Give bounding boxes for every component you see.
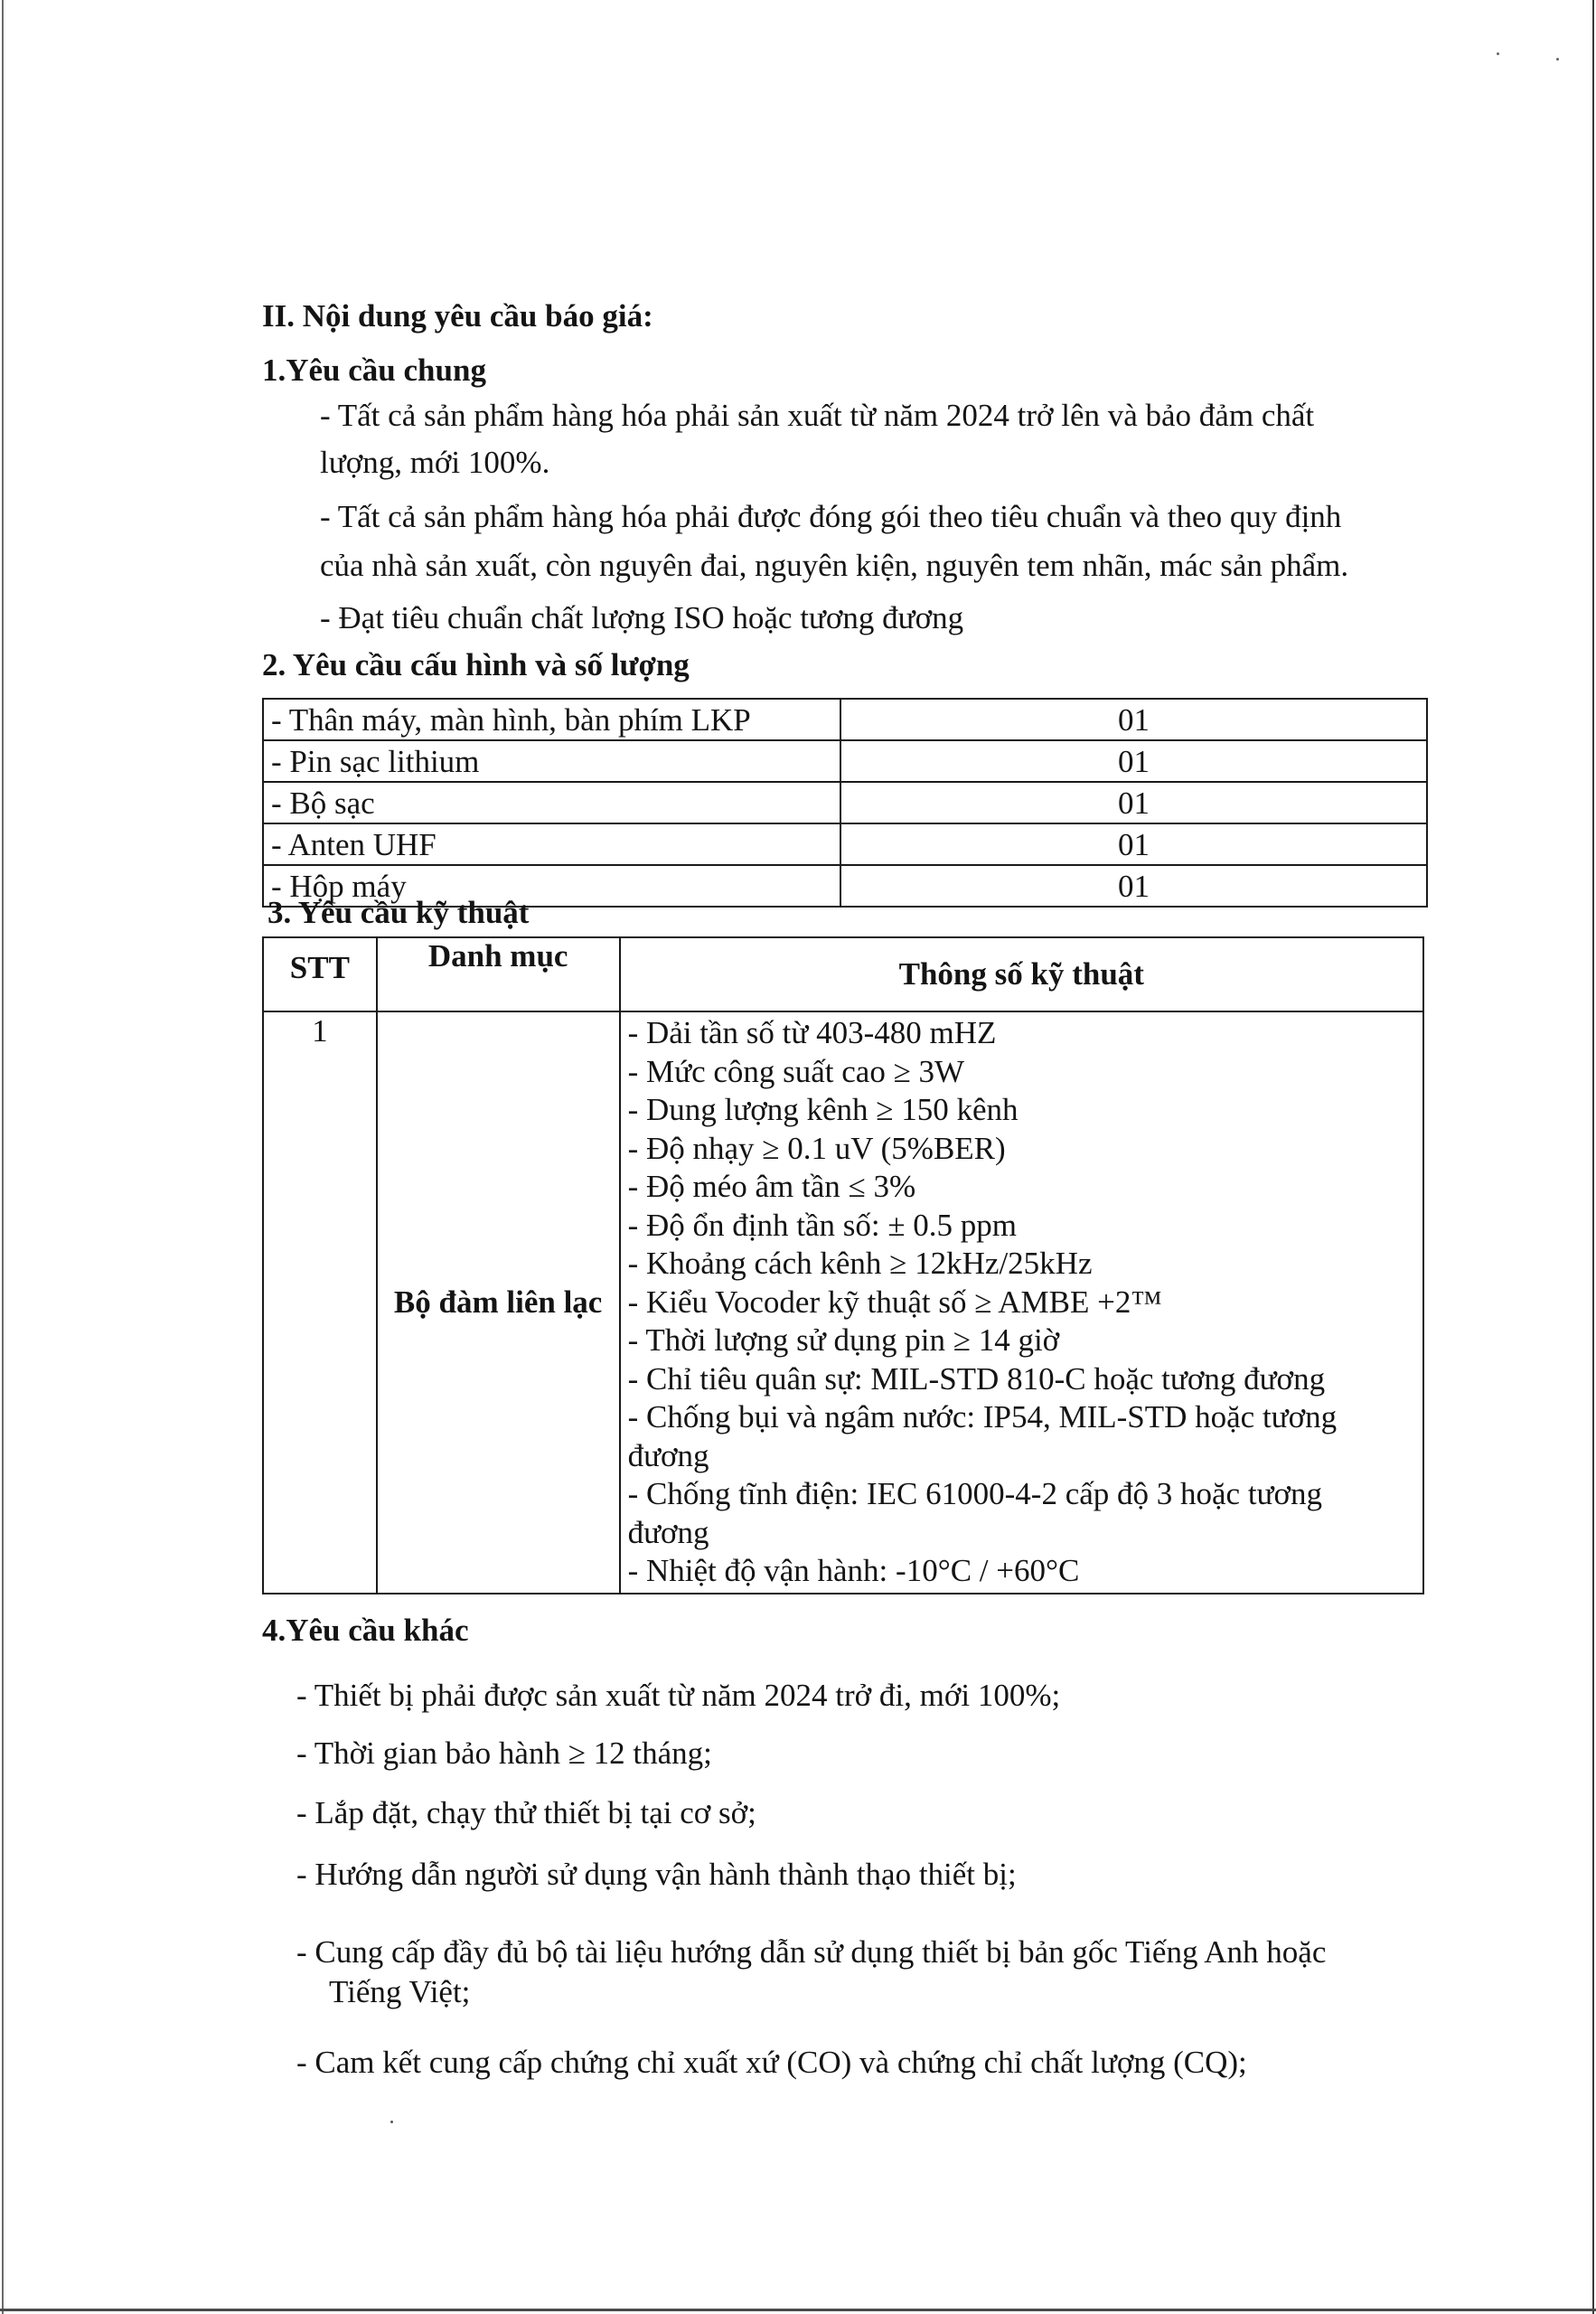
general-item-2-line-2: của nhà sản xuất, còn nguyên đai, nguyên kiện, nguyên tem nhãn, mác sản phẩm. — [320, 548, 1349, 583]
row-specs — [620, 1011, 1423, 1594]
spec-line: - Nhiệt độ vận hành: -10°C / +60°C — [627, 1553, 1080, 1588]
scan-speck — [1556, 58, 1559, 61]
table-row — [263, 823, 1427, 865]
table-header-row — [263, 937, 1423, 1011]
spec-line: - Thời lượng sử dụng pin ≥ 14 giờ — [627, 1322, 1060, 1358]
spec-line: - Khoảng cách kênh ≥ 12kHz/25kHz — [627, 1246, 1093, 1281]
spec-line: đương — [627, 1437, 709, 1473]
table-row — [263, 1011, 1423, 1594]
scan-edge-bottom — [0, 2309, 1596, 2311]
header-category: Danh mục — [377, 937, 620, 1011]
spec-line: - Chỉ tiêu quân sự: MIL-STD 810-C hoặc tương đương — [627, 1360, 1326, 1397]
config-item: - Bộ sạc — [263, 782, 840, 823]
scan-edge-left — [2, 0, 4, 2314]
spec-line: - Dải tần số từ 403-480 mHZ — [627, 1015, 997, 1050]
table-row — [263, 782, 1427, 823]
spec-line: - Độ méo âm tần ≤ 3% — [627, 1169, 916, 1204]
table-row — [263, 740, 1427, 782]
general-item-3-line-1: - Đạt tiêu chuẩn chất lượng ISO hoặc tương đương — [320, 600, 964, 635]
config-item: - Anten UHF — [263, 823, 840, 865]
spec-line: - Mức công suất cao ≥ 3W — [627, 1053, 965, 1089]
config-item: - Thân máy, màn hình, bàn phím LKP — [263, 699, 840, 740]
general-requirements-title: 1.Yêu cầu chung — [262, 353, 486, 388]
other-item-3: - Lắp đặt, chạy thử thiết bị tại cơ sở; — [296, 1795, 756, 1830]
config-qty: 01 — [840, 699, 1427, 740]
header-specs: Thông số kỹ thuật — [620, 937, 1423, 1011]
spec-line: - Chống tĩnh điện: IEC 61000-4-2 cấp độ 3 hoặc tương — [627, 1476, 1323, 1511]
other-item-5-line-2: Tiếng Việt; — [329, 1974, 471, 2009]
config-qty: 01 — [840, 782, 1427, 823]
scan-edge-right — [1592, 0, 1594, 2314]
other-item-1: - Thiết bị phải được sản xuất từ năm 2024 trở đi, mới 100%; — [296, 1678, 1061, 1713]
config-title: 2. Yêu cầu cấu hình và số lượng — [262, 647, 690, 682]
row-stt: 1 — [263, 1011, 377, 1594]
section-title: II. Nội dung yêu cầu báo giá: — [262, 298, 653, 334]
config-item: - Pin sạc lithium — [263, 740, 840, 782]
header-stt: STT — [263, 937, 377, 1011]
technical-title: 3. Yêu cầu kỹ thuật — [268, 895, 530, 930]
scan-speck — [390, 2121, 393, 2123]
general-item-1-line-1: - Tất cả sản phẩm hàng hóa phải sản xuất từ năm 2024 trở lên và bảo đảm chất — [320, 398, 1315, 433]
config-qty: 01 — [840, 740, 1427, 782]
general-item-1-line-2: lượng, mới 100%. — [320, 445, 550, 480]
scan-speck — [1497, 52, 1499, 55]
other-item-2: - Thời gian bảo hành ≥ 12 tháng; — [296, 1736, 712, 1771]
other-item-6: - Cam kết cung cấp chứng chỉ xuất xứ (CO) và chứng chỉ chất lượng (CQ); — [296, 2045, 1247, 2080]
config-qty: 01 — [840, 865, 1427, 907]
row-category: Bộ đàm liên lạc — [377, 1011, 620, 1594]
general-item-2-line-1: - Tất cả sản phẩm hàng hóa phải được đóng gói theo tiêu chuẩn và theo quy định — [320, 499, 1342, 534]
other-item-5-line-1: - Cung cấp đầy đủ bộ tài liệu hướng dẫn sử dụng thiết bị bản gốc Tiếng Anh hoặc — [296, 1934, 1327, 1970]
spec-line: - Dung lượng kênh ≥ 150 kênh — [627, 1092, 1019, 1127]
other-item-4: - Hướng dẫn người sử dụng vận hành thành thạo thiết bị; — [296, 1857, 1017, 1892]
config-qty: 01 — [840, 823, 1427, 865]
table-row — [263, 699, 1427, 740]
spec-line: - Chống bụi và ngâm nước: IP54, MIL-STD hoặc tương — [627, 1399, 1338, 1434]
other-requirements-title: 4.Yêu cầu khác — [262, 1613, 469, 1648]
config-item: - Hộp máy — [263, 865, 840, 907]
config-table — [262, 698, 1428, 908]
spec-line: - Kiểu Vocoder kỹ thuật số ≥ AMBE +2™ — [627, 1284, 1162, 1320]
spec-line: - Độ nhạy ≥ 0.1 uV (5%BER) — [627, 1130, 1006, 1166]
technical-table — [262, 936, 1424, 1594]
spec-line: đương — [627, 1514, 709, 1550]
spec-line: - Độ ổn định tần số: ± 0.5 ppm — [627, 1207, 1018, 1243]
